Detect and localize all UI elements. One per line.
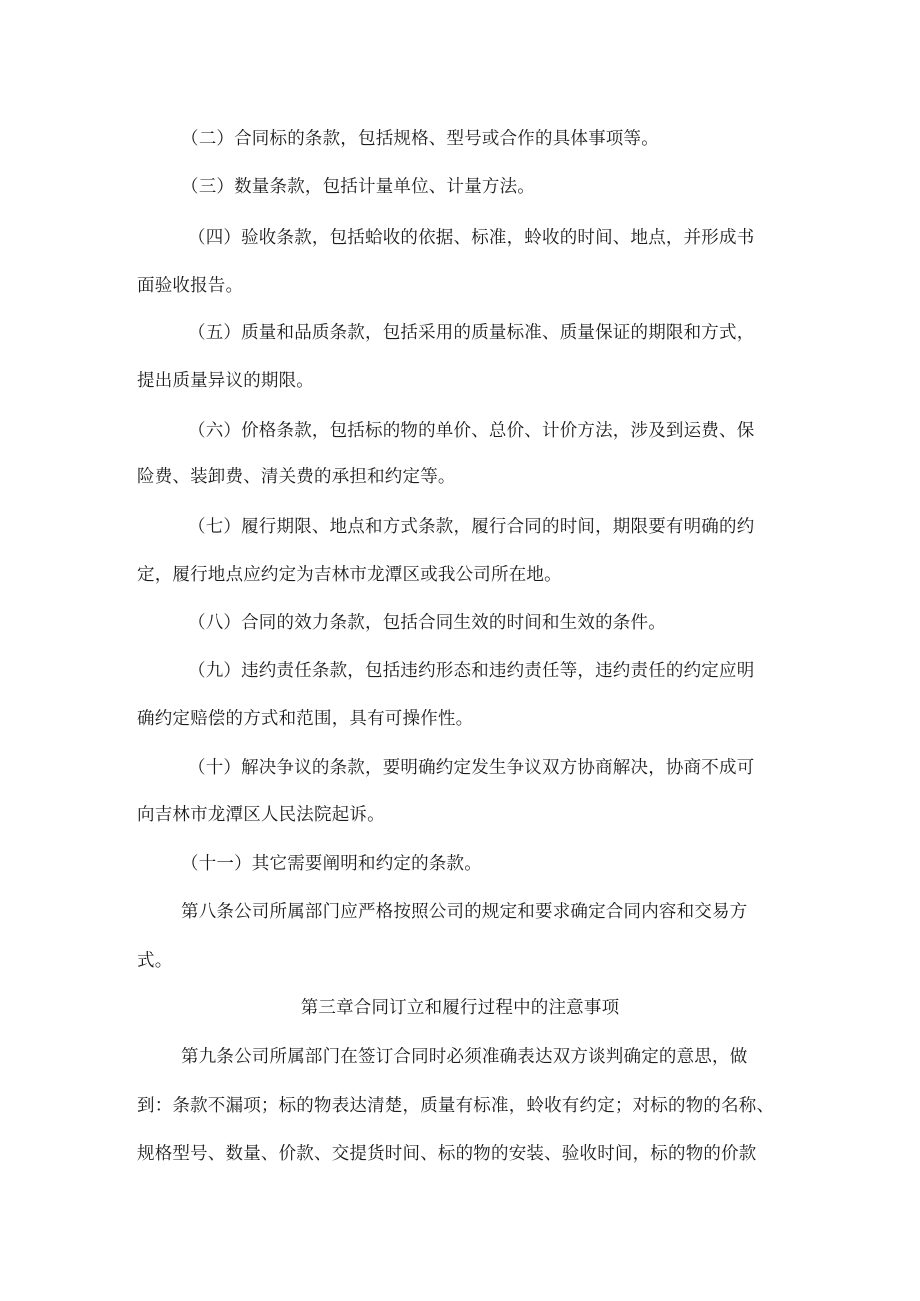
article-9-line-3: 规格型号、数量、价款、交提货时间、标的物的安装、验收时间，标的物的价款 — [137, 1144, 757, 1164]
article-8-line-1: 第八条公司所属部门应严格按照公司的规定和要求确定合同内容和交易方 — [181, 902, 748, 922]
clause-7-line-2: 定，履行地点应约定为吉林市龙潭区或我公司所在地。 — [137, 565, 562, 585]
clause-4-line-2: 面验收报告。 — [137, 276, 244, 296]
clause-7-line-1: （七）履行期限、地点和方式条款，履行合同的时间，期限要有明确的约 — [188, 517, 755, 537]
clause-8: （八）合同的效力条款，包括合同生效的时间和生效的条件。 — [188, 613, 666, 633]
clause-11: （十一）其它需要阐明和约定的条款。 — [181, 854, 482, 874]
clause-3: （三）数量条款，包括计量单位、计量方法。 — [181, 177, 535, 197]
clause-6-line-2: 险费、装卸费、清关费的承担和约定等。 — [137, 467, 456, 487]
clause-10-line-2: 向吉林市龙潭区人民法院起诉。 — [137, 805, 385, 825]
clause-6-line-1: （六）价格条款，包括标的物的单价、总价、计价方法，涉及到运费、保 — [188, 421, 755, 441]
clause-9-line-1: （九）违约责任条款，包括违约形态和违约责任等，违约责任的约定应明 — [188, 661, 755, 681]
clause-5-line-1: （五）质量和品质条款，包括采用的质量标准、质量保证的期限和方式， — [188, 323, 755, 343]
chapter-3-heading: 第三章合同订立和履行过程中的注意事项 — [300, 998, 620, 1018]
clause-5-line-2: 提出质量异议的期限。 — [137, 371, 314, 391]
article-9-line-2: 到：条款不漏项；标的物表达清楚，质量有标准，蛉收有约定；对标的物的名称、 — [137, 1096, 775, 1116]
clause-4-line-1: （四）验收条款，包括蛤收的依据、标准，蛉收的时间、地点，并形成书 — [188, 228, 755, 248]
clause-9-line-2: 确约定赔偿的方式和范围，具有可操作性。 — [137, 709, 474, 729]
clause-2: （二）合同标的条款，包括规格、型号或合作的具体事项等。 — [181, 129, 659, 149]
article-9-line-1: 第九条公司所属部门在签订合同时必须准确表达双方谈判确定的意思，做 — [181, 1047, 748, 1067]
clause-10-line-1: （十）解决争议的条款，要明确约定发生争议双方协商解决，协商不成可 — [188, 758, 755, 778]
article-8-line-2: 式。 — [137, 951, 173, 971]
